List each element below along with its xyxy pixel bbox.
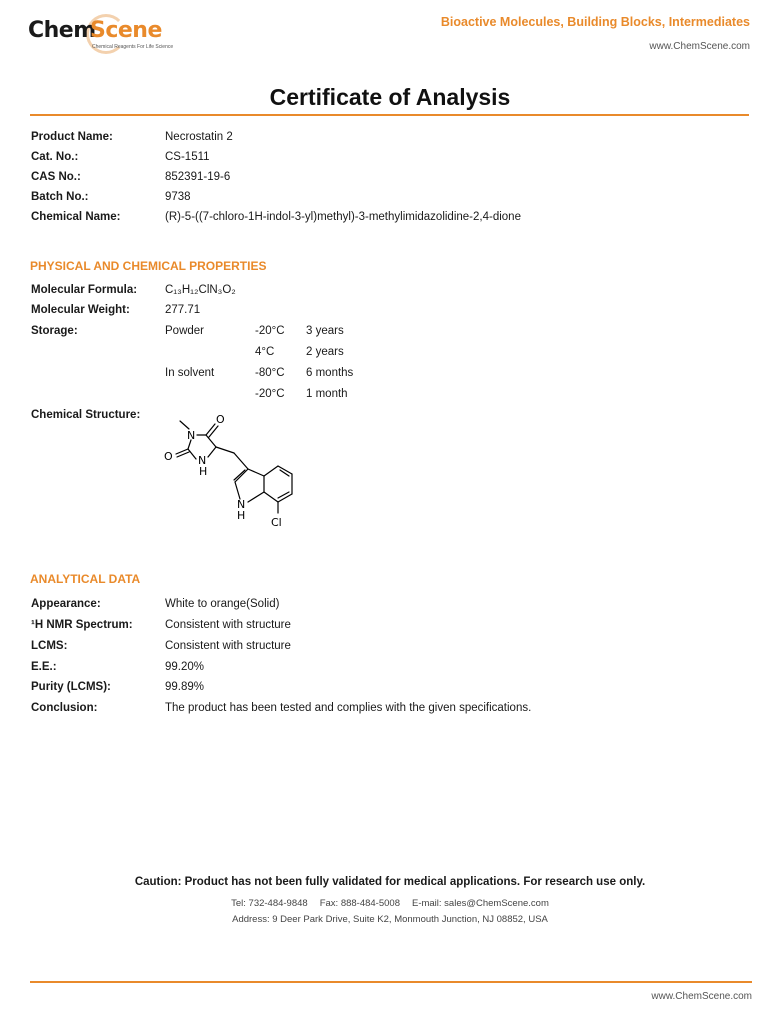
chemical-structure-label: Chemical Structure:: [31, 409, 141, 421]
molecular-formula-label: Molecular Formula:: [31, 284, 138, 296]
ee-value: 99.20%: [165, 661, 205, 673]
molecular-formula-value: C₁₃H₁₂ClN₃O₂: [165, 284, 236, 296]
storage-duration: 6 months: [306, 367, 354, 379]
appearance-value: White to orange(Solid): [165, 598, 280, 610]
footer-website[interactable]: www.ChemScene.com: [651, 991, 752, 1002]
header-website[interactable]: www.ChemScene.com: [649, 41, 750, 52]
purity-value: 99.89%: [165, 681, 205, 693]
storage-temp: -80°C: [255, 367, 285, 379]
batch-no-value: 9738: [165, 191, 191, 203]
atom-n: N: [187, 429, 196, 442]
storage-temp: 4°C: [255, 346, 275, 358]
contact-fax: Fax: 888-484-5008: [319, 898, 400, 909]
contact-line: [0, 898, 780, 909]
atom-n: N: [198, 454, 207, 467]
nmr-label: ¹H NMR Spectrum:: [31, 619, 133, 631]
physical-properties-heading: PHYSICAL AND CHEMICAL PROPERTIES: [30, 259, 267, 273]
header-tagline: Bioactive Molecules, Building Blocks, Intermediates: [440, 15, 750, 29]
contact-email[interactable]: E-mail: sales@ChemScene.com: [411, 898, 549, 909]
title-divider: [30, 114, 749, 116]
atom-h: H: [199, 465, 208, 478]
cat-no-value: CS-1511: [165, 151, 210, 163]
chemical-name-label: Chemical Name:: [31, 211, 121, 223]
atom-h: H: [237, 509, 246, 522]
nmr-value: Consistent with structure: [165, 619, 291, 631]
purity-label: Purity (LCMS):: [31, 681, 111, 693]
cas-no-value: 852391-19-6: [165, 171, 231, 183]
analytical-data-heading: ANALYTICAL DATA: [30, 572, 141, 586]
caution-notice: Caution: Product has not been fully validated for medical applications. For research use only.: [134, 876, 646, 888]
lcms-label: LCMS:: [31, 640, 68, 652]
lcms-value: Consistent with structure: [165, 640, 291, 652]
chemscene-logo: [28, 16, 174, 52]
chemical-name-value: (R)-5-((7-chloro-1H-indol-3-yl)methyl)-3-methylimidazolidine-2,4-dione: [165, 211, 521, 223]
atom-o: O: [216, 413, 225, 426]
storage-duration: 2 years: [306, 346, 344, 358]
batch-no-label: Batch No.:: [31, 191, 89, 203]
storage-duration: 3 years: [306, 325, 344, 337]
ee-label: E.E.:: [31, 661, 57, 673]
conclusion-label: Conclusion:: [31, 702, 98, 714]
storage-temp: -20°C: [255, 325, 285, 337]
logo-tagline: Chemical Reagents For Life Science: [92, 44, 174, 50]
storage-form-powder: Powder: [165, 325, 204, 337]
storage-label: Storage:: [31, 325, 78, 337]
product-name-value: Necrostatin 2: [165, 131, 233, 143]
contact-address: Address: 9 Deer Park Drive, Suite K2, Monmouth Junction, NJ 08852, USA: [232, 914, 548, 925]
atom-n: N: [237, 498, 246, 511]
page-title: Certificate of Analysis: [269, 84, 511, 110]
molecular-weight-value: 277.71: [165, 304, 201, 316]
logo-text-scene: Scene: [90, 18, 162, 43]
logo-text-chem: Chem: [28, 18, 96, 43]
contact-tel: Tel: 732-484-9848: [231, 898, 308, 909]
cat-no-label: Cat. No.:: [31, 151, 79, 163]
appearance-label: Appearance:: [31, 598, 101, 610]
storage-form-solvent: In solvent: [165, 367, 215, 379]
cas-no-label: CAS No.:: [31, 171, 81, 183]
chemical-structure-image: [160, 407, 300, 537]
storage-duration: 1 month: [306, 388, 348, 400]
atom-o: O: [164, 450, 173, 463]
product-name-label: Product Name:: [31, 131, 113, 143]
conclusion-value: The product has been tested and complies with the given specifications.: [165, 702, 532, 714]
storage-temp: -20°C: [255, 388, 285, 400]
molecular-weight-label: Molecular Weight:: [31, 304, 130, 316]
atom-cl: Cl: [271, 516, 282, 529]
footer-divider: [30, 981, 752, 983]
